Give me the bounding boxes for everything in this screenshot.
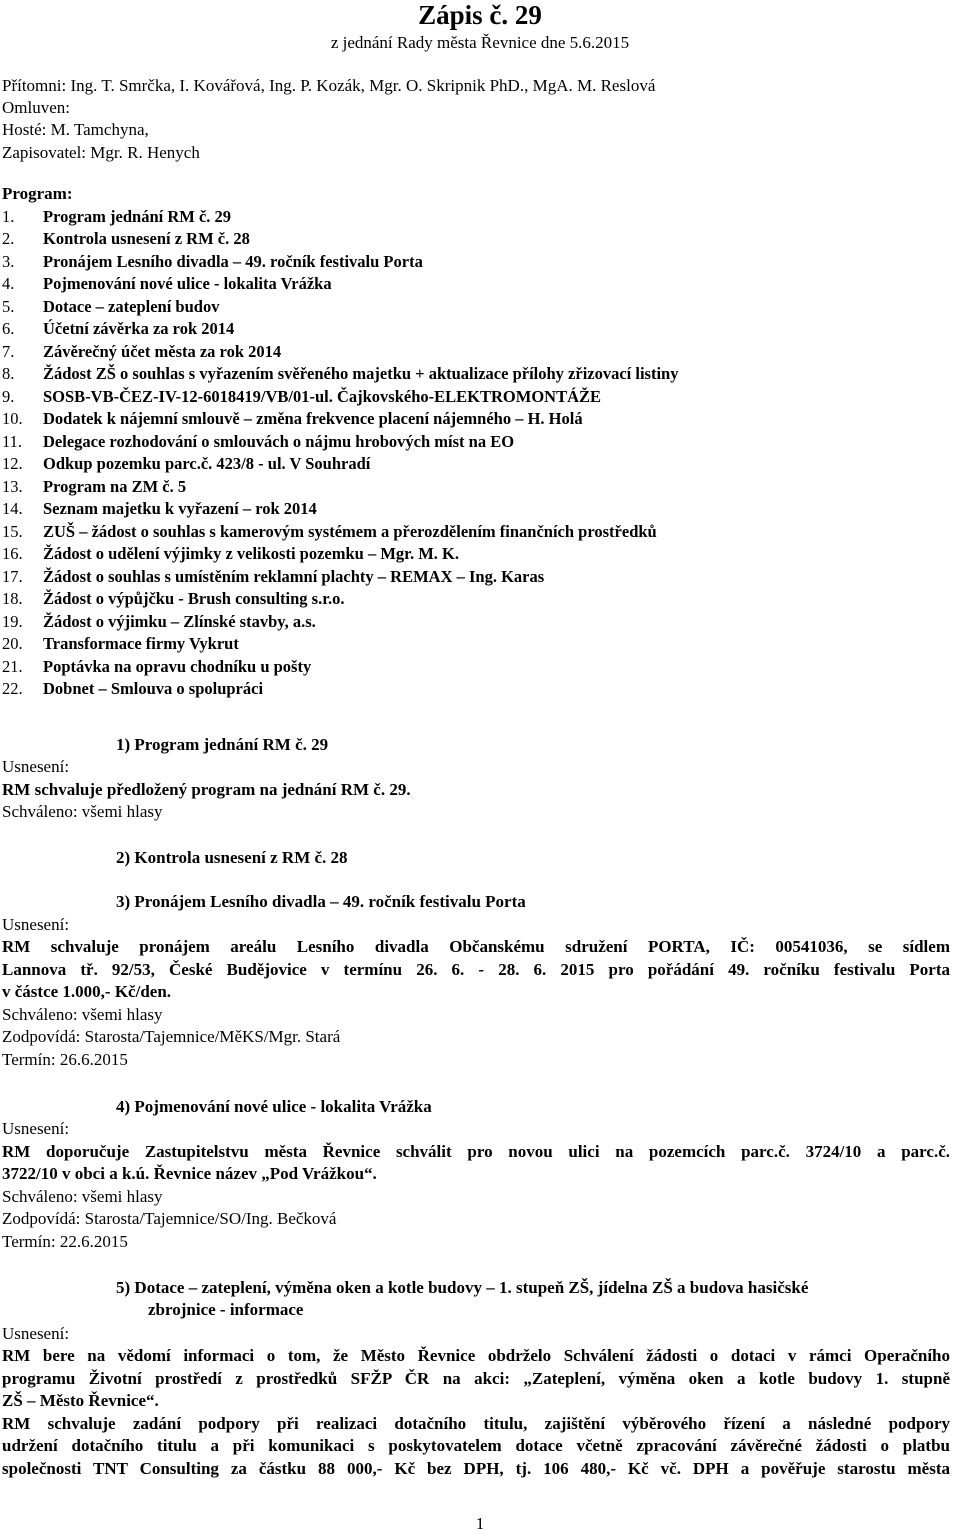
section-1-heading: 1) Program jednání RM č. 29 [116,735,329,754]
section-4-responsible: Zodpovídá: Starosta/Tajemnice/SO/Ing. Bečková [2,1209,337,1228]
section-1-approved: Schváleno: všemi hlasy [2,802,163,821]
program-heading: Program: [2,184,73,203]
program-item: 2. Kontrola usnesení z RM č. 28 [2,229,250,248]
section-4-approved: Schváleno: všemi hlasy [2,1187,163,1206]
program-item: 13. Program na ZM č. 5 [2,477,187,496]
section-5-resolution-line: udržení dotačního titulu a při komunikaci s poskytovatelem dotace včetně zpracování závěrečné žádosti o platbu [2,1436,950,1455]
section-5-resolution-label: Usnesení: [2,1324,70,1343]
program-item: 18. Žádost o výpůjčku - Brush consulting s.r.o. [2,589,345,608]
program-item: 20. Transformace firmy Vykrut [2,634,239,653]
program-item: 15. ZUŠ – žádost o souhlas s kamerovým systémem a přerozdělením finančních prostředků [2,522,657,541]
section-5-resolution-line: společnosti TNT Consulting za částku 88 000,- Kč bez DPH, tj. 106 480,- Kč vč. DPH a pověřuje starostu města [2,1459,950,1478]
program-item: 14. Seznam majetku k vyřazení – rok 2014 [2,499,317,518]
section-1-resolution: RM schvaluje předložený program na jednání RM č. 29. [2,780,411,799]
section-1-resolution-label: Usnesení: [2,757,70,776]
page-subtitle: z jednání Rady města Řevnice dne 5.6.2015 [330,33,630,52]
program-item: 8. Žádost ZŠ o souhlas s vyřazením svěřeného majetku + aktualizace přílohy zřizovací listiny [2,364,679,383]
section-3-deadline: Termín: 26.6.2015 [2,1050,128,1069]
program-item: 6. Účetní závěrka za rok 2014 [2,319,235,338]
program-item: 9. SOSB-VB-ČEZ-IV-12-6018419/VB/01-ul. Čajkovského-ELEKTROMONTÁŽE [2,387,602,406]
page-number: 1 [475,1514,485,1533]
program-item: 11. Delegace rozhodování o smlouvách o nájmu hrobových míst na EO [2,432,515,451]
section-4-heading: 4) Pojmenování nové ulice - lokalita Vrážka [116,1097,432,1116]
section-4-deadline: Termín: 22.6.2015 [2,1232,128,1251]
section-5-resolution-line: programu Životní prostředí z prostředků SFŽP ČR na akci: „Zateplení, výměna oken a kotle budovy 1. stupně [2,1369,950,1388]
section-5-resolution-line: ZŠ – Město Řevnice“. [2,1391,159,1410]
program-item: 16. Žádost o udělení výjimky z velikosti pozemku – Mgr. M. K. [2,544,460,563]
section-5-resolution-line: RM schvaluje zadání podpory při realizaci dotačního titulu, zajištění výběrového řízení a následné podpory [2,1414,950,1433]
section-5-heading-cont: zbrojnice - informace [148,1300,304,1319]
section-3-resolution-line: RM schvaluje pronájem areálu Lesního divadla Občanskému sdružení PORTA, IČ: 00541036, se sídlem [2,937,950,956]
attendance-recorder: Zapisovatel: Mgr. R. Henych [2,143,200,162]
program-item: 12. Odkup pozemku parc.č. 423/8 - ul. V Souhradí [2,454,371,473]
page-title: Zápis č. 29 [418,0,542,30]
attendance-excused: Omluven: [2,98,70,117]
section-5-resolution-line: RM bere na vědomí informaci o tom, že Město Řevnice obdrželo Schválení žádosti o dotaci v rámci Operačního [2,1346,950,1365]
attendance-guests: Hosté: M. Tamchyna, [2,120,149,139]
section-3-resolution-line: v částce 1.000,- Kč/den. [2,982,172,1001]
program-item: 4. Pojmenování nové ulice - lokalita Vrážka [2,274,332,293]
program-item: 21. Poptávka na opravu chodníku u pošty [2,657,312,676]
section-2-heading: 2) Kontrola usnesení z RM č. 28 [116,848,348,867]
program-item: 22. Dobnet – Smlouva o spolupráci [2,679,264,698]
program-item: 10. Dodatek k nájemní smlouvě – změna frekvence placení nájemného – H. Holá [2,409,583,428]
section-3-approved: Schváleno: všemi hlasy [2,1005,163,1024]
section-3-resolution-line: Lannova tř. 92/53, České Budějovice v termínu 26. 6. - 28. 6. 2015 pro pořádání 49. ročníku festivalu Porta [2,960,950,979]
section-4-resolution-line: 3722/10 v obci a k.ú. Řevnice název „Pod Vrážkou“. [2,1164,377,1183]
program-item: 1. Program jednání RM č. 29 [2,207,232,226]
program-item: 19. Žádost o výjimku – Zlínské stavby, a.s. [2,612,316,631]
section-3-resolution-label: Usnesení: [2,915,70,934]
section-3-heading: 3) Pronájem Lesního divadla – 49. ročník festivalu Porta [116,892,526,911]
program-item: 5. Dotace – zateplení budov [2,297,220,316]
section-3-responsible: Zodpovídá: Starosta/Tajemnice/MěKS/Mgr. Stará [2,1027,341,1046]
program-item: 17. Žádost o souhlas s umístěním reklamní plachty – REMAX – Ing. Karas [2,567,545,586]
section-5-heading: 5) Dotace – zateplení, výměna oken a kotle budovy – 1. stupeň ZŠ, jídelna ZŠ a budova hasičské [116,1278,809,1297]
section-4-resolution-line: RM doporučuje Zastupitelstvu města Řevnice schválit pro novou ulici na pozemcích parc.č. 3724/10 a parc.č. [2,1142,950,1161]
program-item: 7. Závěrečný účet města za rok 2014 [2,342,282,361]
attendance-present: Přítomni: Ing. T. Smrčka, I. Kovářová, Ing. P. Kozák, Mgr. O. Skripnik PhD., MgA. M. Reslová [2,76,656,95]
section-4-resolution-label: Usnesení: [2,1119,70,1138]
program-item: 3. Pronájem Lesního divadla – 49. ročník festivalu Porta [2,252,423,271]
